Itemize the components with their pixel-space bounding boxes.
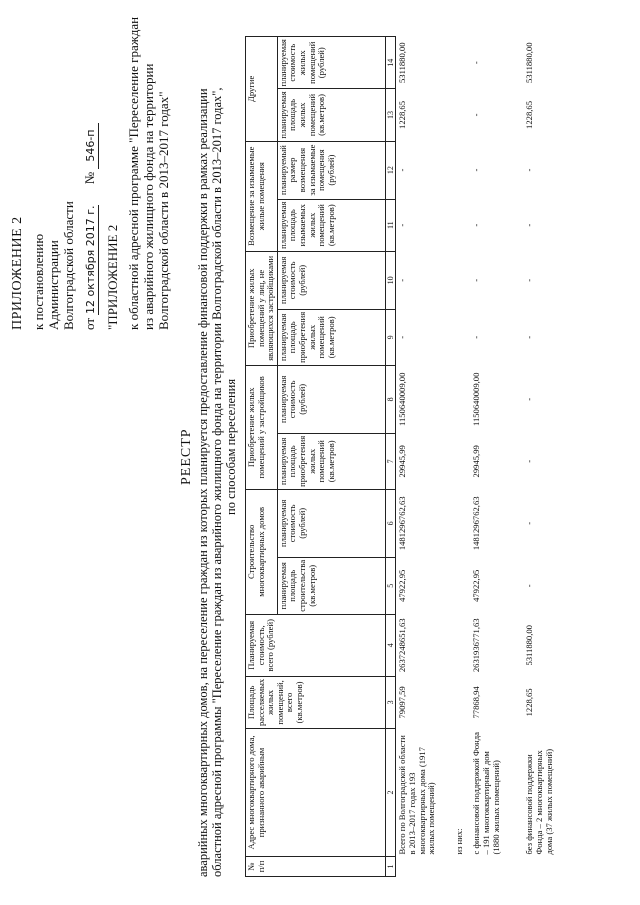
col-num: 3 — [385, 676, 396, 728]
col-num: 2 — [385, 729, 396, 857]
table-cell: - — [524, 397, 535, 401]
appendix-line-1: к постановлению — [31, 233, 46, 330]
header-compensation-cost: планируемый размер возмещения за изымаемые помещения (рублей) — [277, 141, 385, 199]
col-num: 13 — [385, 89, 396, 141]
quote-line-3: Волгоградской области в 2013–2017 годах" — [156, 91, 171, 330]
table-cell: 5311880,00 — [397, 42, 408, 83]
of-them-label: из них: — [454, 828, 465, 855]
table-cell: 29945,99 — [397, 445, 408, 478]
header-compensation: Возмещение за изымаемые жилые помещения — [246, 141, 278, 251]
quote-line-2: из аварийного жилищного фонда на территории — [141, 63, 156, 330]
header-other-cost: планируемая стоимость жилых помещений (рублей) — [277, 37, 385, 89]
appendix-title: ПРИЛОЖЕНИЕ 2 — [10, 216, 25, 330]
table-cell: - — [524, 459, 535, 463]
header-construction: Строительство многоквартирных домов — [246, 489, 278, 614]
header-purchase-others: Приобретение жилых помещений у лиц, не являющихся застройщиками — [246, 251, 278, 365]
table-cell: 29945,99 — [471, 445, 482, 478]
of-them-row — [449, 37, 470, 877]
header-construction-cost: планируемая стоимость (рублей) — [277, 489, 385, 557]
registry-heading: РЕЕСТР — [179, 428, 194, 485]
table-row — [396, 37, 450, 877]
registry-table — [245, 36, 576, 877]
number-prefix: № — [82, 171, 97, 185]
registry-title-line-3: по способам переселения — [224, 378, 238, 515]
appendix-line-3: Волгоградской области — [61, 201, 76, 330]
table-cell: - — [471, 168, 482, 172]
table-cell: 47922,95 — [471, 569, 482, 602]
header-purchase-oth-cost: планируемая стоимость (рублей) — [277, 251, 385, 309]
table-cell: 47922,95 — [397, 569, 408, 602]
header-number: № п/п — [246, 857, 386, 877]
table-cell: 5311880,00 — [524, 625, 535, 666]
table-cell: 1228,65 — [397, 101, 408, 129]
header-other-area: планируемая площадь жилых помещений (кв.метров) — [277, 89, 385, 141]
col-num: 5 — [385, 557, 396, 614]
number-value: 546-п — [83, 123, 99, 169]
table-row — [470, 37, 523, 877]
quote-title: "ПРИЛОЖЕНИЕ 2 — [105, 224, 120, 330]
table-cell: 79097,59 — [397, 686, 408, 719]
table-cell: - — [524, 335, 535, 339]
table-cell: 5311880,00 — [524, 42, 535, 83]
col-num: 14 — [385, 37, 396, 89]
col-num: 4 — [385, 614, 396, 676]
column-numbers-row — [385, 37, 396, 877]
header-compensation-area: планируемая площадь изымаемых жилых помещений (кв.метров) — [277, 199, 385, 251]
header-row-1 — [246, 37, 278, 877]
date-prefix: от — [82, 317, 97, 330]
decree-date-line — [82, 17, 99, 330]
table-cell: - — [397, 335, 408, 339]
registry-title-line-1: аварийных многоквартирных домов, на переселение граждан из которых планируется предоставление финансовой поддержки в рамках реализации — [196, 88, 210, 877]
table-cell: 1150640009,00 — [471, 372, 482, 427]
date-value: 12 октября 2017 г. — [84, 205, 97, 315]
table-cell: 1228,65 — [524, 688, 535, 717]
header-address: Адрес многоквартирного дома, признанного аварийным — [246, 729, 386, 857]
table-cell: 1481296762,63 — [397, 496, 408, 551]
table-cell: - — [471, 278, 482, 282]
table-row — [523, 37, 576, 877]
registry-title-line-2: областной адресной программы "Переселение граждан из аварийного жилищного фонда на территории Волгоградской области в 2013–2017 годах", — [210, 87, 224, 877]
col-num: 7 — [385, 433, 396, 489]
table-cell: 1228,65 — [524, 101, 535, 129]
appendix-header — [10, 17, 171, 330]
header-purchase-oth-area: планируемая площадь приобретения жилых помещений (кв.метров) — [277, 309, 385, 365]
header-purchase-dev-cost: планируемая стоимость (рублей) — [277, 365, 385, 433]
table-cell: 77868,94 — [471, 686, 482, 719]
header-other: Другие — [246, 37, 278, 141]
col-num: 10 — [385, 251, 396, 309]
col-num: 6 — [385, 489, 396, 557]
header-construction-area: планируемая площадь строительства (кв.метров) — [277, 557, 385, 614]
table-cell: - — [471, 335, 482, 339]
table-cell: - — [524, 223, 535, 227]
appendix-line-2: Администрации — [46, 240, 61, 330]
col-num: 9 — [385, 309, 396, 365]
table-cell: 2631936771,63 — [471, 618, 482, 673]
row-label: без финансовой поддержки Фонда – 2 многоквартирных дома (37 жилых помещений) — [524, 748, 554, 855]
quote-line-1: к областной адресной программе "Переселение граждан — [126, 16, 141, 330]
table-cell: - — [397, 223, 408, 227]
table-cell: - — [524, 521, 535, 525]
col-num: 8 — [385, 365, 396, 433]
table-cell: - — [397, 278, 408, 282]
col-num: 1 — [385, 857, 396, 877]
row-label: Всего по Волгоградской области в 2013–2017 годах 193 многоквартирных дома (1917 жилых помещений) — [397, 735, 437, 855]
table-cell: 1150640009,00 — [397, 372, 408, 427]
table-cell: - — [524, 168, 535, 172]
col-num: 12 — [385, 141, 396, 199]
table-cell: - — [471, 61, 482, 65]
row-label: с финансовой поддержкой Фонда – 191 многоквартирный дом (1880 жилых помещений) — [471, 732, 501, 855]
table-cell: - — [524, 584, 535, 588]
table-cell: - — [471, 223, 482, 227]
table-cell: - — [471, 113, 482, 117]
header-total-area: Площадь расселяемых жилых помещений, всего (кв.метров) — [246, 676, 386, 728]
table-cell: - — [397, 168, 408, 172]
table-cell: 2637248651,63 — [397, 618, 408, 673]
header-purchase-developers: Приобретение жилых помещений у застройщиков — [246, 365, 278, 489]
table-cell: - — [524, 278, 535, 282]
col-num: 11 — [385, 199, 396, 251]
header-total-cost: Планируемая стоимость, всего (рублей) — [246, 614, 386, 676]
header-purchase-dev-area: планируемая площадь приобретения жилых помещений (кв.метров) — [277, 433, 385, 489]
table-cell: 1481296762,63 — [471, 496, 482, 551]
